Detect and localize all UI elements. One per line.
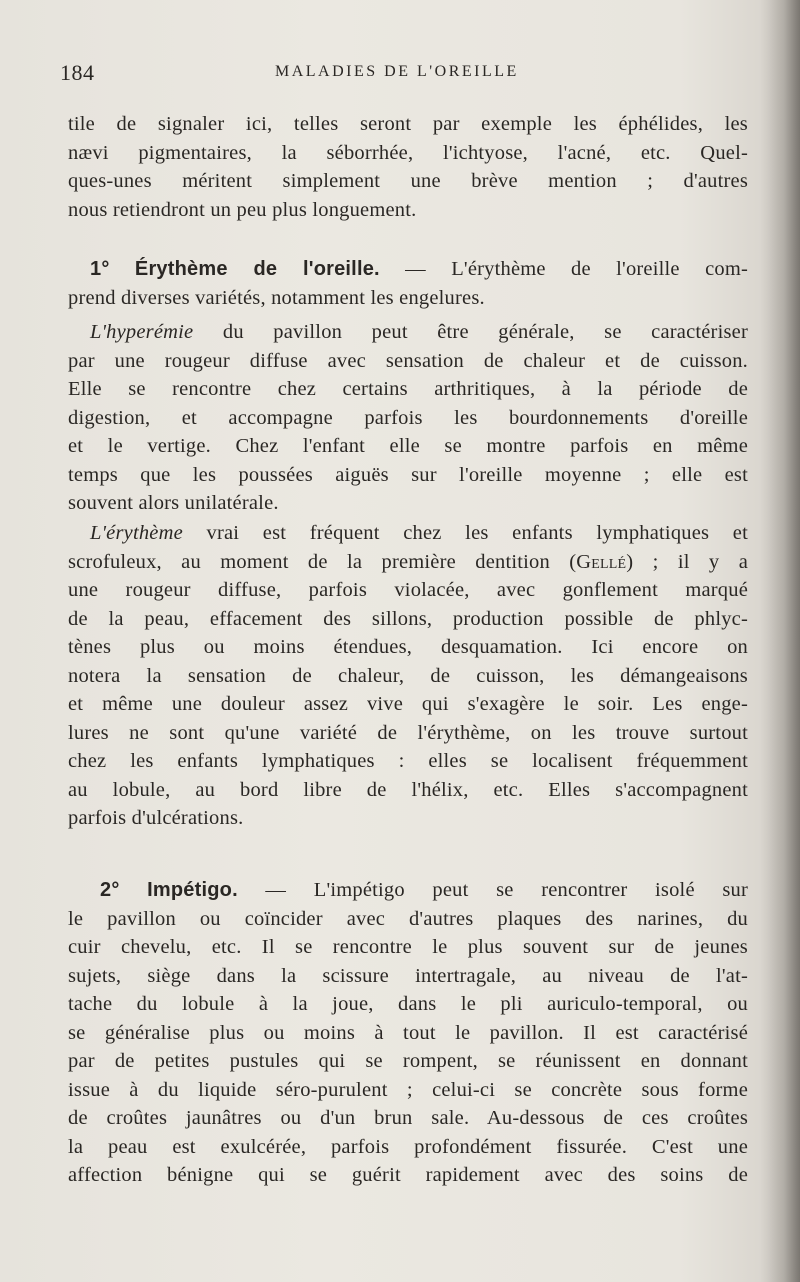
page-header (60, 60, 760, 90)
text-line: tènes plus ou moins étendues, desquamation. Ici encore on (68, 636, 748, 658)
text-line: sujets, siège dans la scissure intertragale, au niveau de l'at- (68, 964, 748, 987)
page-number: 184 (60, 60, 95, 85)
text-line: souvent alors unilatérale. (68, 492, 279, 514)
text-line: notera la sensation de chaleur, de cuisson, les démangeaisons (68, 664, 748, 687)
text-line: la peau est exulcérée, parfois profondément fissurée. C'est une (68, 1135, 748, 1158)
running-head: MALADIES DE L'OREILLE (275, 63, 519, 80)
paragraph-first-line (68, 318, 748, 347)
text-line: par une rougeur diffuse avec sensation de chaleur et de cuisson. (68, 349, 748, 372)
text-line: par de petites pustules qui se rompent, se réunissent en donnant (68, 1050, 748, 1072)
text-line: Elle se rencontre chez certains arthritiques, à la période de (68, 378, 748, 400)
text-line: et le vertige. Chez l'enfant elle se montre parfois en même (68, 435, 748, 457)
paragraph-hyperemie (68, 318, 748, 518)
line-text: scrofuleux, au moment de la première dentition ( (68, 550, 577, 573)
text-line: cuir chevelu, etc. Il se rencontre le plus souvent sur de jeunes (68, 936, 748, 958)
term-hyperemie: L'hyperémie (90, 321, 194, 343)
text-line: et même une douleur assez vive qui s'exagère le soir. Les enge- (68, 693, 748, 715)
text-line: temps que les poussées aiguës sur l'oreille moyenne ; elle est (68, 463, 748, 486)
section-title: Impétigo. (147, 879, 238, 901)
text-line: tache du lobule à la joue, dans le pli auriculo-temporal, ou (68, 993, 748, 1015)
section-erytheme (68, 255, 748, 312)
text-line: nous retiendront un peu plus longuement. (68, 198, 417, 221)
text-line: affection bénigne qui se guérit rapidement avec des soins de (68, 1164, 748, 1186)
text-line: nævi pigmentaires, la séborrhée, l'ichtyose, l'acné, etc. Quel- (68, 141, 748, 164)
text-line: se généralise plus ou moins à tout le pavillon. Il est caractérisé (68, 1021, 748, 1044)
paragraph-first-line (68, 519, 748, 548)
text-line: ques-unes méritent simplement une brève mention ; d'autres (68, 170, 748, 192)
text-line: au lobule, au bord libre de l'hélix, etc. Elles s'accompagnent (68, 778, 748, 801)
section-title: Érythème de l'oreille. (134, 258, 380, 280)
paragraph-erytheme (68, 519, 748, 833)
author-name: Gellé (576, 550, 627, 573)
text-line: de la peau, effacement des sillons, production possible de phlyc- (68, 607, 748, 630)
section-number: 2° (100, 879, 120, 901)
text-line: issue à du liquide séro-purulent ; celui-ci se concrète sous forme (68, 1078, 748, 1101)
text-line: parfois d'ulcérations. (68, 807, 244, 829)
text-line: une rougeur diffuse, parfois violacée, avec gonflement marqué (68, 579, 748, 601)
text-line (68, 548, 748, 577)
section-heading-line (68, 876, 748, 905)
section-heading-text: — L'impétigo peut se rencontrer isolé sur (237, 879, 748, 901)
section-number: 1° (90, 258, 110, 280)
section-heading-text: — L'érythème de l'oreille com- (379, 258, 749, 280)
section-heading-line (68, 255, 748, 284)
line-text: ) ; il y a (626, 550, 748, 573)
text-line: chez les enfants lymphatiques : elles se localisent fréquemment (68, 750, 748, 772)
text-line: prend diverses variétés, notamment les engelures. (68, 286, 485, 309)
section-impetigo (68, 876, 748, 1190)
text-line: tile de signaler ici, telles seront par exemple les éphélides, les (68, 113, 748, 135)
term-erytheme: L'érythème (90, 522, 183, 544)
text-line: le pavillon ou coïncider avec d'autres plaques des narines, du (68, 907, 748, 930)
first-line-text: vrai est fréquent chez les enfants lymphatiques et (182, 522, 748, 544)
text-line: lures ne sont qu'une variété de l'érythème, on les trouve surtout (68, 721, 748, 744)
page-edge-shadow (760, 0, 800, 1282)
text-line: digestion, et accompagne parfois les bourdonnements d'oreille (68, 406, 748, 429)
first-line-text: du pavillon peut être générale, se caractériser (193, 321, 748, 343)
paragraph-intro (68, 110, 748, 224)
text-line: de croûtes jaunâtres ou d'un brun sale. Au-dessous de ces croûtes (68, 1107, 748, 1129)
